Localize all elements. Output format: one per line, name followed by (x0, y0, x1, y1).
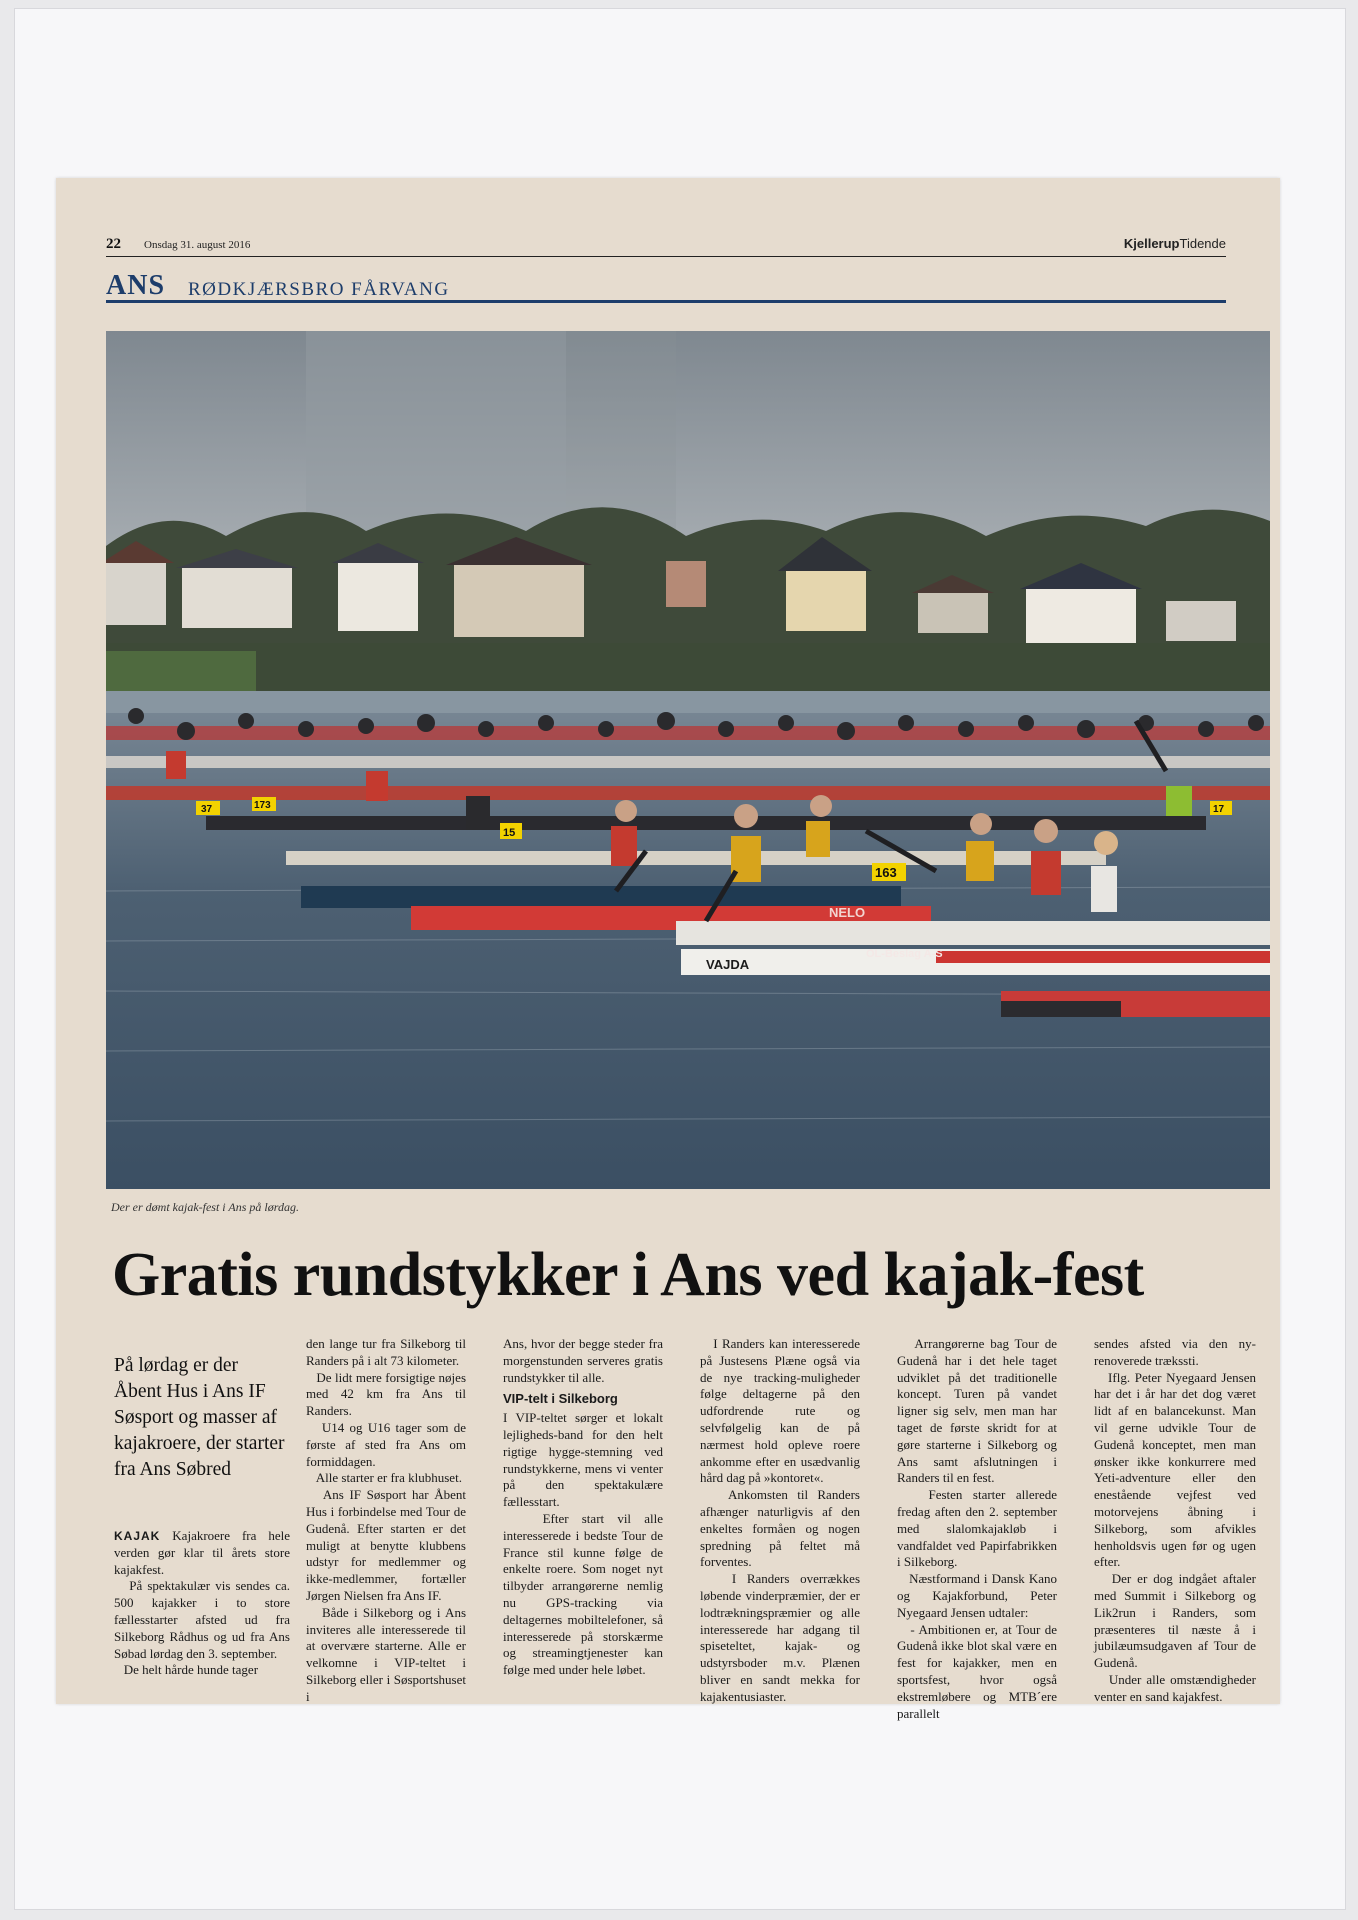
paragraph: Alle starter er fra klubhuset. (315, 1470, 462, 1486)
article-column-5 (897, 1336, 1057, 1722)
paragraph: I Randers kan interesserede på Justesens Plæne også via de nye tracking-muligheder følge deltagerne på den udfordrende rute og selvfølgelig kan de på nærmest hold opleve roere ankomme efter en usædvanlig hård dag på »kontoret«. (700, 1336, 860, 1486)
section-banner (106, 270, 1226, 303)
photo-caption: Der er dømt kajak-fest i Ans på lørdag. (111, 1200, 299, 1214)
paragraph: den lange tur fra Silkeborg til Randers på i alt 73 kilometer. (306, 1336, 466, 1368)
paragraph: Kajakroere fra hele verden gør klar til årets store kajakfest. (114, 1528, 291, 1577)
section-title: ANS (106, 270, 166, 301)
paragraph: - Ambitionen er, at Tour de Gudenå ikke blot skal være en fest for kajakker, men en sportsfest, hvor også ekstremløbere og MTB´ere parallelt (897, 1621, 1058, 1721)
kayak-photo-illustration (106, 331, 1270, 1189)
paragraph: Både i Silkeborg og i Ans inviteres alle interesserede til at overvære starterne. Alle er velkomne i VIP-teltet i Silkeborg eller i Søsportshuset i (306, 1604, 467, 1704)
bib-number: 37 (201, 804, 213, 815)
page-number: 22 (106, 236, 121, 252)
paragraph: sendes afsted via den ny-renoverede trækssti. (1094, 1336, 1256, 1368)
paragraph: På spektakulær vis sendes ca. 500 kajakker i to store fællesstarter afsted ud fra Silkeborg Rådhus og ud fra Ans Søbad lørdag den 3. september. (114, 1578, 290, 1661)
paragraph: Efter start vil alle interesserede i bedste Tour de France stil kunne følge de enkelte roere. Som noget nyt tilbyder arrangørerne nemlig nu GPS-tracking via deltagernes mobiltelefoner, så interesserede på storskærme og streamingtjenester kan følge med under hele løbet. (503, 1510, 663, 1678)
article-subheading: VIP-telt i Silkeborg (503, 1391, 618, 1407)
newspaper-clipping (56, 178, 1280, 1721)
bib-number: 15 (503, 827, 516, 839)
paragraph: I Randers overrækkes løbende vinderpræmier, der er lodtrækningspræmier og alle interesserede har adgang til spiseteltet, kajak- og udstyrsboder m.v. Plænen bliver en sandt mekka for kajakentusiaster. (700, 1571, 861, 1704)
paragraph: Ans, hvor der begge steder fra morgenstunden serveres gratis rundstykker til alle. (503, 1336, 663, 1385)
article-lead: På lørdag er der Åbent Hus i Ans IF Søsport og masser af kajakroere, der starter fra Ans Søbred (114, 1355, 285, 1480)
bib-number: 173 (254, 800, 271, 811)
paragraph: Iflg. Peter Nyegaard Jensen har det i år har det dog været lidt af en balancekunst. Man vil gerne udvikle Tour de Gudenå konceptet, men man ønsker ikke konkurrere med Yeti-adventure eller den enestående vejfest ved motorvejens åbning i Silkeborg, som afvikles henholdsvis ugen før og ugen efter. (1094, 1369, 1257, 1570)
issue-date: Onsdag 31. august 2016 (144, 239, 251, 251)
section-subtitle: RØDKJÆRSBRO FÅRVANG (188, 279, 450, 300)
paragraph: De lidt mere forsigtige nøjes med 42 km fra Ans til Randers. (306, 1369, 467, 1419)
boat-label-vajda: VAJDA (706, 957, 750, 972)
article-column-3 (503, 1336, 663, 1679)
paragraph: U14 og U16 tager som de første af sted fra Ans om formiddagen. (306, 1419, 467, 1469)
paragraph: I VIP-teltet sørger et lokalt lejligheds-band for den helt rigtige hygge-stemning ved rundstykkerne, mens vi venter på den spektakulære fællesstart. (503, 1410, 663, 1510)
article-column-4 (700, 1336, 860, 1706)
page-header (106, 234, 1226, 257)
boat-label-sponsor: OL-Beslag A-S (866, 948, 943, 960)
article-kicker: KAJAK (114, 1529, 161, 1543)
paragraph: Festen starter allerede fredag aften den 2. september med slalomkajakløb i vandfaldet ved Papirfabrikken i Silkeborg. (897, 1487, 1057, 1570)
brand-bold: Kjellerup (1123, 236, 1180, 251)
article-column-2 (306, 1336, 466, 1706)
paragraph: Næstformand i Dansk Kano og Kajakforbund, Peter Nyegaard Jensen udtaler: (897, 1571, 1057, 1620)
article-headline: Gratis rundstykker i Ans ved kajak-fest (112, 1241, 1144, 1309)
bib-number: 163 (875, 865, 897, 880)
article-column-1 (114, 1528, 290, 1679)
paragraph: Arrangørerne bag Tour de Gudenå har i det hele taget udviklet på det traditionelle koncept. Turen på vandet ligner sig selv, men man har taget de første skridt for at gøre starterne i Silkeborg og Ans samt afslutningen i Randers til en fest. (897, 1336, 1057, 1486)
boat-label-nelo: NELO (829, 905, 866, 920)
paragraph: Ankomsten til Randers afhænger naturligvis af den enkeltes formåen og nogen spredning på feltet må forventes. (700, 1487, 860, 1570)
brand-light: Tidende (1179, 236, 1226, 251)
bib-number: 17 (1213, 804, 1225, 815)
article-column-6 (1094, 1336, 1256, 1706)
paragraph: Der er dog indgået aftaler med Summit i Silkeborg og Lik2run i Randers, som præsenteres til næste å i jubilæumsudgaven af Tour de Gudenå. (1094, 1571, 1256, 1671)
kayak-photo (106, 331, 1270, 1189)
paragraph: Ans IF Søsport har Åbent Hus i forbindelse med Tour de Gudenå. Efter starten er det muligt at benytte klubbens udstyr for medlemmer og ikke-medlemmer, fortæller Jørgen Nielsen fra Ans IF. (306, 1487, 467, 1603)
newspaper-brand (1124, 236, 1226, 251)
paragraph: De helt hårde hunde tager (123, 1662, 259, 1678)
paragraph: Under alle omstændigheder venter en sand kajakfest. (1094, 1671, 1257, 1704)
